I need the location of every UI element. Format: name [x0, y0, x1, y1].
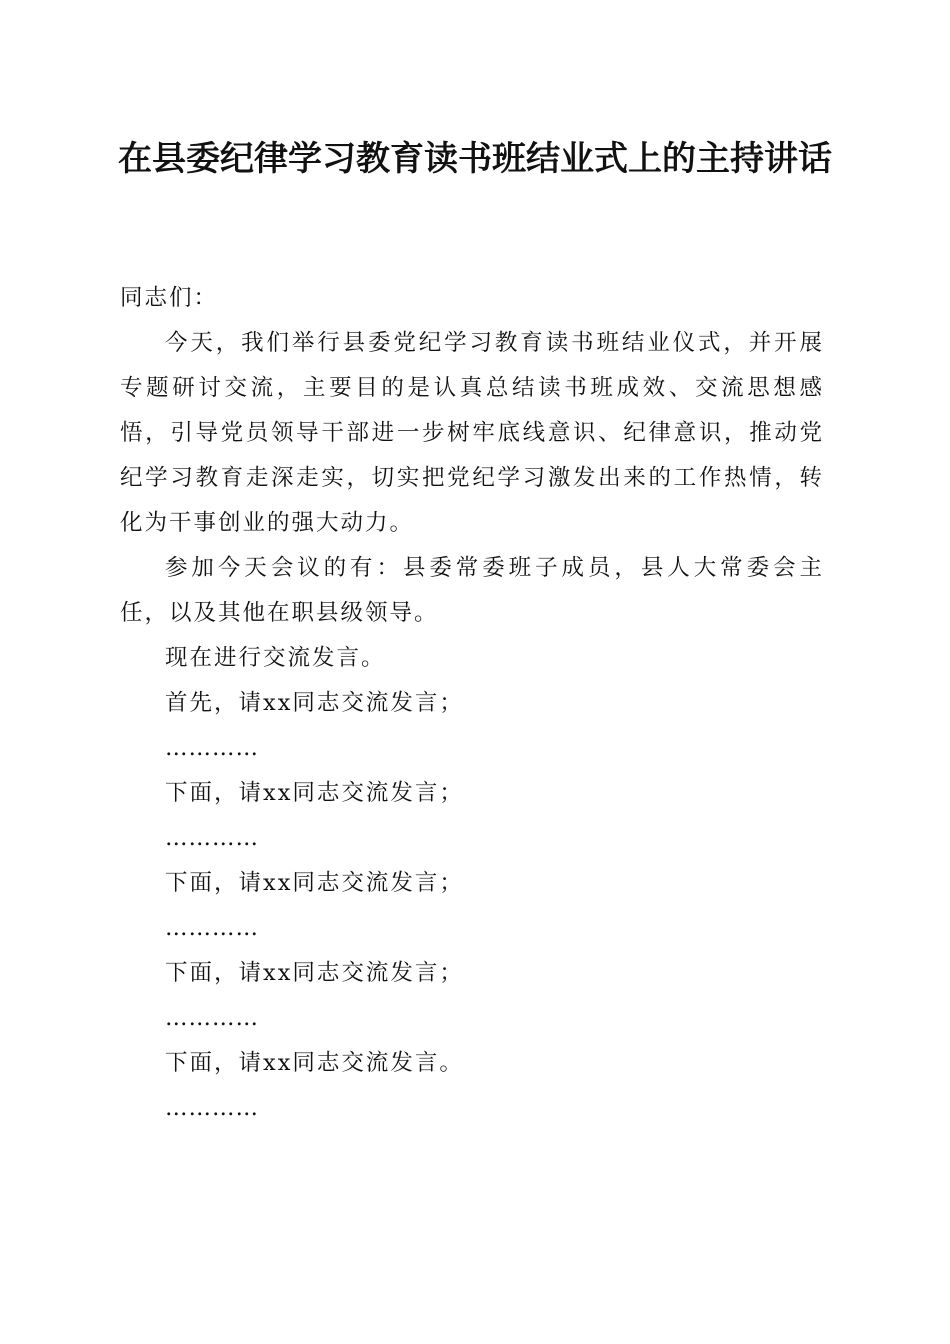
speaker-line: 下面，请xx同志交流发言； — [165, 780, 464, 806]
speaker-ellipsis: ………… — [165, 1005, 259, 1031]
speaker-line: 下面，请xx同志交流发言。 — [165, 1050, 464, 1076]
salutation: 同志们： — [120, 285, 219, 311]
speaker-ellipsis: ………… — [165, 915, 259, 941]
document-title: 在县委纪律学习教育读书班结业式上的主持讲话 — [118, 139, 832, 179]
speaker-line: 首先，请xx同志交流发言； — [165, 690, 464, 716]
paragraph-transition: 现在进行交流发言。 — [165, 645, 386, 671]
speaker-ellipsis: ………… — [165, 735, 259, 761]
document-body — [120, 276, 824, 1131]
speaker-line: 下面，请xx同志交流发言； — [165, 870, 464, 896]
speaker-line: 下面，请xx同志交流发言； — [165, 960, 464, 986]
paragraph-opening: 今天，我们举行县委党纪学习教育读书班结业仪式，并开展专题研讨交流，主要目的是认真总结读书班成效、交流思想感悟，引导党员领导干部进一步树牢底线意识、纪律意识，推动党纪学习教育走深走实，切实把党纪学习激发出来的工作热情，转化为干事创业的强大动力。 — [120, 330, 824, 536]
speaker-ellipsis: ………… — [165, 825, 259, 851]
paragraph-attendees: 参加今天会议的有：县委常委班子成员，县人大常委会主任，以及其他在职县级领导。 — [120, 555, 824, 626]
speaker-ellipsis: ………… — [165, 1095, 259, 1121]
